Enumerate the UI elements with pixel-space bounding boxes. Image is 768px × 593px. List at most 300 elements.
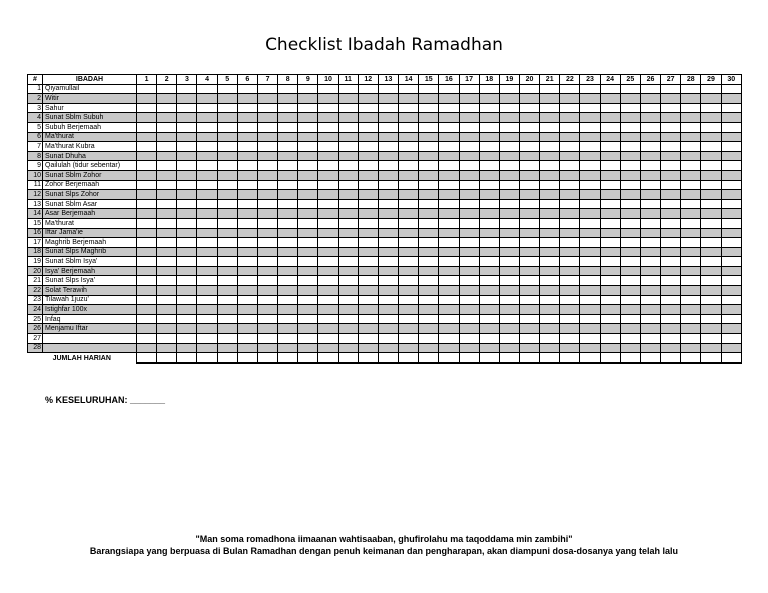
check-cell[interactable] bbox=[580, 151, 600, 161]
check-cell[interactable] bbox=[560, 218, 580, 228]
check-cell[interactable] bbox=[278, 324, 298, 334]
check-cell[interactable] bbox=[419, 170, 439, 180]
check-cell[interactable] bbox=[177, 190, 197, 200]
check-cell[interactable] bbox=[681, 122, 701, 132]
check-cell[interactable] bbox=[540, 161, 560, 171]
check-cell[interactable] bbox=[318, 142, 338, 152]
daily-total-cell[interactable] bbox=[661, 353, 681, 363]
check-cell[interactable] bbox=[459, 180, 479, 190]
check-cell[interactable] bbox=[278, 199, 298, 209]
check-cell[interactable] bbox=[519, 295, 539, 305]
check-cell[interactable] bbox=[459, 122, 479, 132]
check-cell[interactable] bbox=[318, 334, 338, 344]
check-cell[interactable] bbox=[721, 324, 741, 334]
check-cell[interactable] bbox=[681, 132, 701, 142]
check-cell[interactable] bbox=[701, 84, 721, 94]
check-cell[interactable] bbox=[661, 170, 681, 180]
check-cell[interactable] bbox=[540, 84, 560, 94]
check-cell[interactable] bbox=[399, 238, 419, 248]
check-cell[interactable] bbox=[197, 113, 217, 123]
daily-total-cell[interactable] bbox=[479, 353, 499, 363]
check-cell[interactable] bbox=[177, 180, 197, 190]
check-cell[interactable] bbox=[137, 103, 157, 113]
check-cell[interactable] bbox=[661, 113, 681, 123]
check-cell[interactable] bbox=[620, 295, 640, 305]
check-cell[interactable] bbox=[177, 103, 197, 113]
check-cell[interactable] bbox=[600, 314, 620, 324]
check-cell[interactable] bbox=[479, 334, 499, 344]
check-cell[interactable] bbox=[157, 276, 177, 286]
check-cell[interactable] bbox=[640, 324, 660, 334]
check-cell[interactable] bbox=[157, 286, 177, 296]
check-cell[interactable] bbox=[479, 94, 499, 104]
check-cell[interactable] bbox=[217, 305, 237, 315]
check-cell[interactable] bbox=[560, 247, 580, 257]
check-cell[interactable] bbox=[620, 334, 640, 344]
check-cell[interactable] bbox=[439, 286, 459, 296]
check-cell[interactable] bbox=[157, 209, 177, 219]
check-cell[interactable] bbox=[197, 295, 217, 305]
check-cell[interactable] bbox=[358, 314, 378, 324]
check-cell[interactable] bbox=[217, 334, 237, 344]
check-cell[interactable] bbox=[217, 238, 237, 248]
check-cell[interactable] bbox=[580, 209, 600, 219]
check-cell[interactable] bbox=[278, 276, 298, 286]
check-cell[interactable] bbox=[661, 305, 681, 315]
check-cell[interactable] bbox=[177, 170, 197, 180]
check-cell[interactable] bbox=[620, 305, 640, 315]
check-cell[interactable] bbox=[661, 286, 681, 296]
check-cell[interactable] bbox=[378, 190, 398, 200]
check-cell[interactable] bbox=[358, 161, 378, 171]
check-cell[interactable] bbox=[701, 113, 721, 123]
check-cell[interactable] bbox=[580, 103, 600, 113]
check-cell[interactable] bbox=[560, 84, 580, 94]
check-cell[interactable] bbox=[298, 151, 318, 161]
check-cell[interactable] bbox=[701, 103, 721, 113]
check-cell[interactable] bbox=[479, 84, 499, 94]
check-cell[interactable] bbox=[399, 170, 419, 180]
check-cell[interactable] bbox=[318, 295, 338, 305]
check-cell[interactable] bbox=[197, 161, 217, 171]
daily-total-cell[interactable] bbox=[298, 353, 318, 363]
check-cell[interactable] bbox=[157, 122, 177, 132]
check-cell[interactable] bbox=[197, 180, 217, 190]
check-cell[interactable] bbox=[137, 161, 157, 171]
check-cell[interactable] bbox=[399, 180, 419, 190]
check-cell[interactable] bbox=[419, 132, 439, 142]
check-cell[interactable] bbox=[499, 228, 519, 238]
check-cell[interactable] bbox=[600, 266, 620, 276]
check-cell[interactable] bbox=[338, 180, 358, 190]
check-cell[interactable] bbox=[399, 209, 419, 219]
check-cell[interactable] bbox=[419, 199, 439, 209]
check-cell[interactable] bbox=[378, 295, 398, 305]
check-cell[interactable] bbox=[721, 84, 741, 94]
daily-total-cell[interactable] bbox=[338, 353, 358, 363]
check-cell[interactable] bbox=[640, 113, 660, 123]
check-cell[interactable] bbox=[278, 190, 298, 200]
check-cell[interactable] bbox=[419, 209, 439, 219]
check-cell[interactable] bbox=[540, 113, 560, 123]
check-cell[interactable] bbox=[419, 257, 439, 267]
check-cell[interactable] bbox=[338, 122, 358, 132]
daily-total-cell[interactable] bbox=[580, 353, 600, 363]
check-cell[interactable] bbox=[278, 151, 298, 161]
check-cell[interactable] bbox=[620, 199, 640, 209]
daily-total-cell[interactable] bbox=[358, 353, 378, 363]
check-cell[interactable] bbox=[217, 94, 237, 104]
check-cell[interactable] bbox=[721, 94, 741, 104]
check-cell[interactable] bbox=[237, 209, 257, 219]
check-cell[interactable] bbox=[197, 151, 217, 161]
check-cell[interactable] bbox=[701, 295, 721, 305]
check-cell[interactable] bbox=[721, 209, 741, 219]
check-cell[interactable] bbox=[640, 238, 660, 248]
check-cell[interactable] bbox=[661, 314, 681, 324]
check-cell[interactable] bbox=[439, 94, 459, 104]
check-cell[interactable] bbox=[620, 247, 640, 257]
check-cell[interactable] bbox=[459, 286, 479, 296]
check-cell[interactable] bbox=[378, 334, 398, 344]
check-cell[interactable] bbox=[479, 122, 499, 132]
check-cell[interactable] bbox=[298, 324, 318, 334]
check-cell[interactable] bbox=[298, 84, 318, 94]
check-cell[interactable] bbox=[278, 122, 298, 132]
check-cell[interactable] bbox=[137, 209, 157, 219]
check-cell[interactable] bbox=[177, 113, 197, 123]
check-cell[interactable] bbox=[358, 343, 378, 353]
daily-total-cell[interactable] bbox=[278, 353, 298, 363]
check-cell[interactable] bbox=[479, 218, 499, 228]
check-cell[interactable] bbox=[721, 151, 741, 161]
check-cell[interactable] bbox=[177, 247, 197, 257]
check-cell[interactable] bbox=[358, 305, 378, 315]
check-cell[interactable] bbox=[560, 238, 580, 248]
check-cell[interactable] bbox=[419, 84, 439, 94]
check-cell[interactable] bbox=[197, 314, 217, 324]
check-cell[interactable] bbox=[459, 170, 479, 180]
check-cell[interactable] bbox=[338, 228, 358, 238]
daily-total-cell[interactable] bbox=[620, 353, 640, 363]
check-cell[interactable] bbox=[721, 314, 741, 324]
check-cell[interactable] bbox=[459, 151, 479, 161]
check-cell[interactable] bbox=[197, 218, 217, 228]
check-cell[interactable] bbox=[197, 122, 217, 132]
check-cell[interactable] bbox=[721, 113, 741, 123]
check-cell[interactable] bbox=[721, 305, 741, 315]
check-cell[interactable] bbox=[640, 209, 660, 219]
check-cell[interactable] bbox=[620, 142, 640, 152]
check-cell[interactable] bbox=[137, 276, 157, 286]
check-cell[interactable] bbox=[640, 266, 660, 276]
check-cell[interactable] bbox=[157, 238, 177, 248]
check-cell[interactable] bbox=[257, 180, 277, 190]
check-cell[interactable] bbox=[399, 343, 419, 353]
check-cell[interactable] bbox=[338, 286, 358, 296]
check-cell[interactable] bbox=[257, 209, 277, 219]
check-cell[interactable] bbox=[338, 170, 358, 180]
check-cell[interactable] bbox=[378, 170, 398, 180]
check-cell[interactable] bbox=[540, 94, 560, 104]
check-cell[interactable] bbox=[560, 180, 580, 190]
check-cell[interactable] bbox=[338, 161, 358, 171]
check-cell[interactable] bbox=[318, 257, 338, 267]
check-cell[interactable] bbox=[439, 113, 459, 123]
check-cell[interactable] bbox=[479, 142, 499, 152]
check-cell[interactable] bbox=[721, 122, 741, 132]
check-cell[interactable] bbox=[459, 228, 479, 238]
check-cell[interactable] bbox=[237, 238, 257, 248]
check-cell[interactable] bbox=[519, 113, 539, 123]
check-cell[interactable] bbox=[298, 180, 318, 190]
check-cell[interactable] bbox=[701, 334, 721, 344]
check-cell[interactable] bbox=[499, 170, 519, 180]
check-cell[interactable] bbox=[701, 228, 721, 238]
check-cell[interactable] bbox=[459, 305, 479, 315]
check-cell[interactable] bbox=[439, 103, 459, 113]
check-cell[interactable] bbox=[459, 209, 479, 219]
check-cell[interactable] bbox=[257, 122, 277, 132]
check-cell[interactable] bbox=[378, 113, 398, 123]
check-cell[interactable] bbox=[298, 94, 318, 104]
check-cell[interactable] bbox=[600, 218, 620, 228]
check-cell[interactable] bbox=[278, 238, 298, 248]
check-cell[interactable] bbox=[661, 190, 681, 200]
daily-total-cell[interactable] bbox=[600, 353, 620, 363]
check-cell[interactable] bbox=[519, 180, 539, 190]
check-cell[interactable] bbox=[197, 343, 217, 353]
check-cell[interactable] bbox=[540, 247, 560, 257]
check-cell[interactable] bbox=[701, 238, 721, 248]
check-cell[interactable] bbox=[419, 122, 439, 132]
check-cell[interactable] bbox=[721, 161, 741, 171]
check-cell[interactable] bbox=[560, 266, 580, 276]
check-cell[interactable] bbox=[479, 343, 499, 353]
check-cell[interactable] bbox=[479, 161, 499, 171]
check-cell[interactable] bbox=[661, 180, 681, 190]
check-cell[interactable] bbox=[459, 324, 479, 334]
check-cell[interactable] bbox=[137, 247, 157, 257]
check-cell[interactable] bbox=[419, 324, 439, 334]
check-cell[interactable] bbox=[137, 151, 157, 161]
check-cell[interactable] bbox=[399, 247, 419, 257]
check-cell[interactable] bbox=[298, 247, 318, 257]
check-cell[interactable] bbox=[137, 122, 157, 132]
check-cell[interactable] bbox=[318, 218, 338, 228]
check-cell[interactable] bbox=[439, 343, 459, 353]
check-cell[interactable] bbox=[620, 238, 640, 248]
check-cell[interactable] bbox=[298, 334, 318, 344]
check-cell[interactable] bbox=[399, 113, 419, 123]
check-cell[interactable] bbox=[721, 334, 741, 344]
check-cell[interactable] bbox=[177, 122, 197, 132]
check-cell[interactable] bbox=[681, 199, 701, 209]
check-cell[interactable] bbox=[358, 84, 378, 94]
check-cell[interactable] bbox=[197, 190, 217, 200]
check-cell[interactable] bbox=[620, 190, 640, 200]
check-cell[interactable] bbox=[298, 257, 318, 267]
check-cell[interactable] bbox=[197, 247, 217, 257]
check-cell[interactable] bbox=[318, 113, 338, 123]
check-cell[interactable] bbox=[177, 295, 197, 305]
check-cell[interactable] bbox=[157, 170, 177, 180]
check-cell[interactable] bbox=[721, 343, 741, 353]
check-cell[interactable] bbox=[278, 295, 298, 305]
check-cell[interactable] bbox=[237, 314, 257, 324]
check-cell[interactable] bbox=[560, 161, 580, 171]
check-cell[interactable] bbox=[560, 151, 580, 161]
check-cell[interactable] bbox=[318, 151, 338, 161]
check-cell[interactable] bbox=[560, 94, 580, 104]
check-cell[interactable] bbox=[217, 199, 237, 209]
check-cell[interactable] bbox=[620, 228, 640, 238]
check-cell[interactable] bbox=[217, 132, 237, 142]
check-cell[interactable] bbox=[519, 305, 539, 315]
check-cell[interactable] bbox=[137, 199, 157, 209]
check-cell[interactable] bbox=[338, 132, 358, 142]
check-cell[interactable] bbox=[338, 334, 358, 344]
check-cell[interactable] bbox=[580, 218, 600, 228]
check-cell[interactable] bbox=[399, 228, 419, 238]
check-cell[interactable] bbox=[479, 238, 499, 248]
check-cell[interactable] bbox=[580, 84, 600, 94]
check-cell[interactable] bbox=[701, 305, 721, 315]
check-cell[interactable] bbox=[479, 209, 499, 219]
check-cell[interactable] bbox=[338, 84, 358, 94]
check-cell[interactable] bbox=[540, 170, 560, 180]
check-cell[interactable] bbox=[197, 199, 217, 209]
check-cell[interactable] bbox=[519, 209, 539, 219]
check-cell[interactable] bbox=[378, 343, 398, 353]
check-cell[interactable] bbox=[318, 199, 338, 209]
check-cell[interactable] bbox=[661, 343, 681, 353]
check-cell[interactable] bbox=[499, 305, 519, 315]
check-cell[interactable] bbox=[378, 247, 398, 257]
check-cell[interactable] bbox=[237, 132, 257, 142]
check-cell[interactable] bbox=[600, 122, 620, 132]
check-cell[interactable] bbox=[661, 247, 681, 257]
check-cell[interactable] bbox=[681, 324, 701, 334]
check-cell[interactable] bbox=[519, 334, 539, 344]
check-cell[interactable] bbox=[479, 257, 499, 267]
check-cell[interactable] bbox=[560, 122, 580, 132]
check-cell[interactable] bbox=[681, 161, 701, 171]
check-cell[interactable] bbox=[257, 257, 277, 267]
check-cell[interactable] bbox=[439, 209, 459, 219]
check-cell[interactable] bbox=[419, 276, 439, 286]
check-cell[interactable] bbox=[519, 161, 539, 171]
check-cell[interactable] bbox=[519, 257, 539, 267]
check-cell[interactable] bbox=[378, 209, 398, 219]
check-cell[interactable] bbox=[540, 324, 560, 334]
check-cell[interactable] bbox=[439, 314, 459, 324]
daily-total-cell[interactable] bbox=[560, 353, 580, 363]
check-cell[interactable] bbox=[540, 257, 560, 267]
check-cell[interactable] bbox=[318, 103, 338, 113]
check-cell[interactable] bbox=[439, 257, 459, 267]
check-cell[interactable] bbox=[358, 324, 378, 334]
check-cell[interactable] bbox=[157, 161, 177, 171]
check-cell[interactable] bbox=[237, 84, 257, 94]
check-cell[interactable] bbox=[338, 343, 358, 353]
check-cell[interactable] bbox=[399, 161, 419, 171]
check-cell[interactable] bbox=[378, 180, 398, 190]
check-cell[interactable] bbox=[257, 314, 277, 324]
check-cell[interactable] bbox=[257, 94, 277, 104]
check-cell[interactable] bbox=[499, 132, 519, 142]
check-cell[interactable] bbox=[540, 218, 560, 228]
check-cell[interactable] bbox=[459, 343, 479, 353]
check-cell[interactable] bbox=[681, 170, 701, 180]
check-cell[interactable] bbox=[197, 238, 217, 248]
check-cell[interactable] bbox=[560, 228, 580, 238]
check-cell[interactable] bbox=[298, 276, 318, 286]
check-cell[interactable] bbox=[519, 266, 539, 276]
check-cell[interactable] bbox=[298, 238, 318, 248]
check-cell[interactable] bbox=[298, 113, 318, 123]
check-cell[interactable] bbox=[177, 305, 197, 315]
check-cell[interactable] bbox=[197, 209, 217, 219]
check-cell[interactable] bbox=[419, 305, 439, 315]
check-cell[interactable] bbox=[620, 218, 640, 228]
check-cell[interactable] bbox=[318, 276, 338, 286]
check-cell[interactable] bbox=[560, 276, 580, 286]
check-cell[interactable] bbox=[358, 103, 378, 113]
check-cell[interactable] bbox=[640, 228, 660, 238]
check-cell[interactable] bbox=[318, 94, 338, 104]
check-cell[interactable] bbox=[580, 266, 600, 276]
check-cell[interactable] bbox=[358, 238, 378, 248]
check-cell[interactable] bbox=[358, 151, 378, 161]
check-cell[interactable] bbox=[721, 295, 741, 305]
check-cell[interactable] bbox=[378, 305, 398, 315]
check-cell[interactable] bbox=[661, 334, 681, 344]
daily-total-cell[interactable] bbox=[399, 353, 419, 363]
check-cell[interactable] bbox=[681, 151, 701, 161]
check-cell[interactable] bbox=[237, 247, 257, 257]
check-cell[interactable] bbox=[237, 170, 257, 180]
check-cell[interactable] bbox=[640, 305, 660, 315]
check-cell[interactable] bbox=[681, 276, 701, 286]
check-cell[interactable] bbox=[157, 199, 177, 209]
check-cell[interactable] bbox=[177, 151, 197, 161]
check-cell[interactable] bbox=[600, 103, 620, 113]
check-cell[interactable] bbox=[640, 314, 660, 324]
check-cell[interactable] bbox=[600, 180, 620, 190]
check-cell[interactable] bbox=[580, 286, 600, 296]
check-cell[interactable] bbox=[721, 180, 741, 190]
check-cell[interactable] bbox=[479, 247, 499, 257]
check-cell[interactable] bbox=[318, 324, 338, 334]
check-cell[interactable] bbox=[217, 228, 237, 238]
check-cell[interactable] bbox=[197, 305, 217, 315]
check-cell[interactable] bbox=[661, 151, 681, 161]
check-cell[interactable] bbox=[519, 94, 539, 104]
check-cell[interactable] bbox=[519, 276, 539, 286]
check-cell[interactable] bbox=[197, 170, 217, 180]
check-cell[interactable] bbox=[278, 305, 298, 315]
check-cell[interactable] bbox=[318, 314, 338, 324]
check-cell[interactable] bbox=[701, 94, 721, 104]
check-cell[interactable] bbox=[560, 343, 580, 353]
check-cell[interactable] bbox=[600, 228, 620, 238]
check-cell[interactable] bbox=[399, 122, 419, 132]
check-cell[interactable] bbox=[580, 94, 600, 104]
check-cell[interactable] bbox=[177, 238, 197, 248]
check-cell[interactable] bbox=[519, 122, 539, 132]
check-cell[interactable] bbox=[519, 142, 539, 152]
